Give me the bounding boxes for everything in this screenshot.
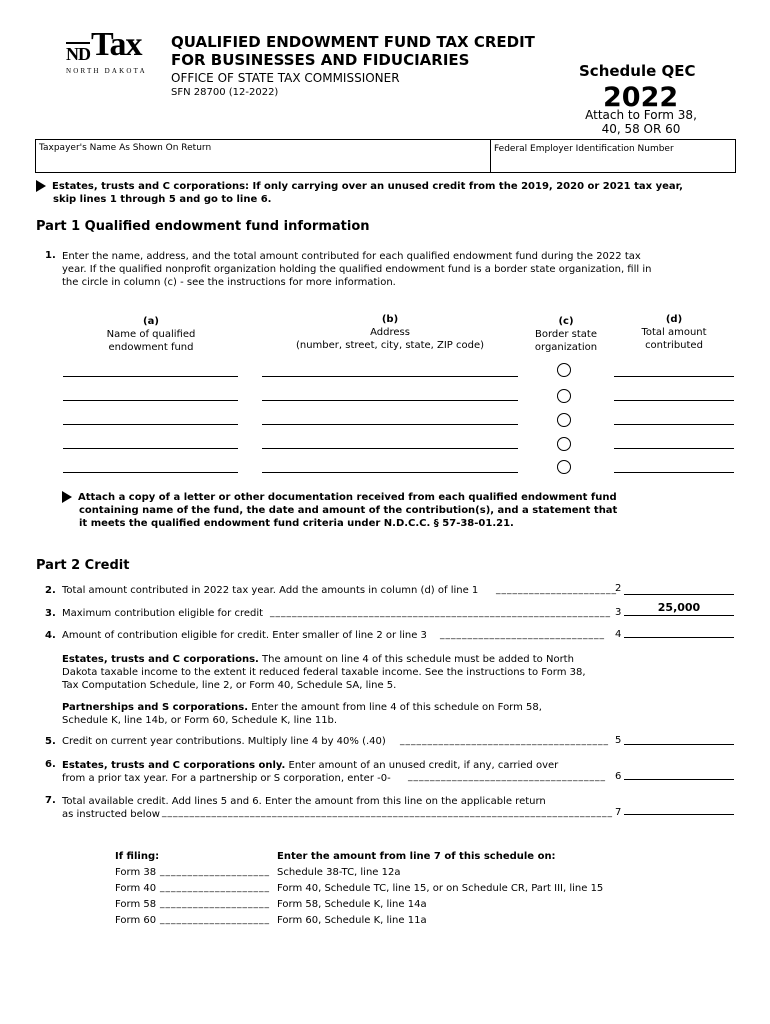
filing-dest-60: Form 60, Schedule K, line 11a	[277, 915, 427, 926]
filing-form-60: Form 60	[115, 915, 157, 926]
line7-number: 7.	[45, 795, 56, 806]
line7-box-number: 7	[615, 807, 622, 818]
leader-dots: ____________________	[160, 915, 270, 925]
fund-amount-input[interactable]	[614, 472, 734, 473]
logo-tax: Tax	[91, 26, 142, 63]
line5-box-number: 5	[615, 735, 622, 746]
fund-address-input[interactable]	[262, 400, 518, 401]
documentation-note	[62, 491, 617, 530]
border-state-radio[interactable]	[557, 363, 571, 377]
fund-address-input[interactable]	[262, 424, 518, 425]
border-state-radio[interactable]	[557, 437, 571, 451]
border-state-radio[interactable]	[557, 389, 571, 403]
schedule-title: Schedule QEC	[579, 62, 696, 80]
estates-text2: Dakota taxable income to the extent it reduced federal taxable income. See the instructions to Form 38,	[62, 667, 586, 678]
estates-bold: Estates, trusts and C corporations.	[62, 654, 259, 665]
line6-text2: from a prior tax year. For a partnership or S corporation, enter -0-	[62, 773, 391, 784]
estates-instruction	[62, 653, 586, 692]
line3-number: 3.	[45, 608, 56, 619]
attach-note-line2: containing name of the fund, the date and amount of the contribution(s), and a statement that	[79, 505, 618, 516]
filing-col2-header: Enter the amount from line 7 of this schedule on:	[277, 851, 556, 862]
logo-state: NORTH DAKOTA	[66, 67, 147, 75]
fund-name-input[interactable]	[63, 400, 238, 401]
col-c-header	[526, 315, 606, 354]
line3-box-number: 3	[615, 607, 622, 618]
line5-text: Credit on current year contributions. Multiply line 4 by 40% (.40)	[62, 736, 386, 747]
leader-dots: __________________________________________________________________________________	[162, 808, 613, 818]
form-number: SFN 28700 (12-2022)	[171, 87, 279, 98]
taxpayer-name-field[interactable]	[36, 140, 489, 172]
line4-box-number: 4	[615, 629, 622, 640]
line7-text1: Total available credit. Add lines 5 and 6. Enter the amount from this line on the applicable return	[62, 796, 546, 807]
line3-text: Maximum contribution eligible for credit	[62, 608, 264, 619]
filing-dest-38: Schedule 38-TC, line 12a	[277, 867, 401, 878]
office-name: OFFICE OF STATE TAX COMMISSIONER	[171, 71, 400, 85]
fund-address-input[interactable]	[262, 472, 518, 473]
line1-text-b: year. If the qualified nonprofit organization holding the qualified endowment fund is a border state organization, fill in	[62, 264, 652, 275]
line6-amount-input[interactable]	[624, 765, 734, 780]
line1-text-c: the circle in column (c) - see the instructions for more information.	[62, 277, 396, 288]
filing-form-40: Form 40	[115, 883, 157, 894]
line6-bold: Estates, trusts and C corporations only.	[62, 760, 286, 771]
leader-dots: ____________________	[160, 883, 270, 893]
col-b-label2: (number, street, city, state, ZIP code)	[295, 340, 485, 351]
form-title-line1: QUALIFIED ENDOWMENT FUND TAX CREDIT	[171, 33, 535, 51]
col-d-header	[614, 313, 734, 352]
col-c-letter: (c)	[558, 316, 574, 327]
line5-amount-input[interactable]	[624, 730, 734, 745]
line4-amount-input[interactable]	[624, 623, 734, 638]
leader-dots: ____________________________________	[408, 772, 606, 782]
filing-form-58: Form 58	[115, 899, 157, 910]
col-c-label1: Border state	[534, 329, 598, 340]
estates-text1: The amount on line 4 of this schedule must be added to North	[258, 654, 574, 665]
line2-amount-input[interactable]	[624, 580, 734, 595]
logo-nd: ND	[66, 44, 90, 64]
leader-dots: ____________________	[160, 899, 270, 909]
fund-name-input[interactable]	[63, 448, 238, 449]
estates-text3: Tax Computation Schedule, line 2, or Form 40, Schedule SA, line 5.	[62, 680, 397, 691]
col-a-label2: endowment fund	[108, 342, 194, 353]
attach-line1: Attach to Form 38,	[585, 108, 697, 122]
part1-heading: Part 1 Qualified endowment fund information	[36, 219, 370, 234]
line4-number: 4.	[45, 630, 56, 641]
taxpayer-name-label: Taxpayer's Name As Shown On Return	[39, 143, 212, 153]
border-state-radio[interactable]	[557, 460, 571, 474]
line2-text: Total amount contributed in 2022 tax year. Add the amounts in column (d) of line 1	[62, 585, 479, 596]
line1-number: 1.	[45, 250, 56, 261]
col-a-label1: Name of qualified	[106, 329, 196, 340]
leader-dots: ______________________________	[440, 630, 605, 640]
fund-name-input[interactable]	[63, 424, 238, 425]
partners-text1: Enter the amount from line 4 of this schedule on Form 58,	[248, 702, 542, 713]
fein-field[interactable]	[490, 140, 736, 172]
arrow-right-icon	[36, 180, 46, 192]
fund-amount-input[interactable]	[614, 376, 734, 377]
leader-dots: ______________________________________	[400, 736, 609, 746]
notice-line2: skip lines 1 through 5 and go to line 6.	[53, 194, 272, 205]
fund-amount-input[interactable]	[614, 400, 734, 401]
col-b-header	[262, 313, 518, 352]
filing-dest-40: Form 40, Schedule TC, line 15, or on Schedule CR, Part III, line 15	[277, 883, 604, 894]
col-d-label2: contributed	[645, 340, 703, 351]
filing-form-38: Form 38	[115, 867, 157, 878]
col-c-label2: organization	[534, 342, 598, 353]
partnerships-instruction	[62, 701, 542, 727]
part2-heading: Part 2 Credit	[36, 558, 130, 573]
line2-box-number: 2	[615, 583, 622, 594]
leader-dots: ____________________	[160, 867, 270, 877]
line4-text: Amount of contribution eligible for credit. Enter smaller of line 2 or line 3	[62, 630, 427, 641]
leader-dots: ______________________________________________________________	[270, 608, 611, 618]
line1-text-a: Enter the name, address, and the total amount contributed for each qualified endowment fund during the 2022 tax	[62, 251, 641, 262]
line7-text2: as instructed below	[62, 809, 160, 820]
col-b-label1: Address	[370, 327, 410, 338]
filing-col1-header: If filing:	[115, 851, 160, 862]
line6-text1: Enter amount of an unused credit, if any, carried over	[285, 760, 559, 771]
form-title-line2: FOR BUSINESSES AND FIDUCIARIES	[171, 51, 470, 69]
filing-dest-58: Form 58, Schedule K, line 14a	[277, 899, 427, 910]
partners-text2: Schedule K, line 14b, or Form 60, Schedule K, line 11b.	[62, 715, 338, 726]
col-a-header	[64, 315, 238, 354]
fein-label: Federal Employer Identification Number	[494, 144, 674, 154]
carryover-notice	[36, 180, 683, 206]
fund-amount-input[interactable]	[614, 424, 734, 425]
col-d-letter: (d)	[665, 314, 683, 325]
attach-note-line1: Attach a copy of a letter or other documentation received from each qualified endowment fund	[78, 492, 617, 503]
leader-dots: ______________________	[496, 585, 617, 595]
col-b-letter: (b)	[381, 314, 399, 325]
line7-amount-input[interactable]	[624, 800, 734, 815]
line6-box-number: 6	[615, 771, 622, 782]
attach-note-line3: it meets the qualified endowment fund criteria under N.D.C.C. § 57-38-01.21.	[79, 518, 514, 529]
attach-line2: 40, 58 OR 60	[601, 122, 681, 136]
border-state-radio[interactable]	[557, 413, 571, 427]
tax-year: 2022	[603, 82, 679, 113]
partners-bold: Partnerships and S corporations.	[62, 702, 249, 713]
col-d-label1: Total amount	[641, 327, 707, 338]
fund-name-input[interactable]	[63, 472, 238, 473]
fund-amount-input[interactable]	[614, 448, 734, 449]
arrow-right-icon	[62, 491, 72, 503]
line5-number: 5.	[45, 736, 56, 747]
fund-address-input[interactable]	[262, 376, 518, 377]
line2-number: 2.	[45, 585, 56, 596]
line6-number: 6.	[45, 759, 56, 770]
fund-address-input[interactable]	[262, 448, 518, 449]
notice-line1: Estates, trusts and C corporations: If only carrying over an unused credit from the 2019, 2020 or 2021 tax year,	[52, 181, 683, 192]
taxpayer-info-box	[35, 139, 736, 173]
fund-name-input[interactable]	[63, 376, 238, 377]
col-a-letter: (a)	[143, 316, 159, 327]
nd-tax-logo	[64, 26, 156, 78]
line3-amount-value: 25,000	[624, 601, 734, 616]
